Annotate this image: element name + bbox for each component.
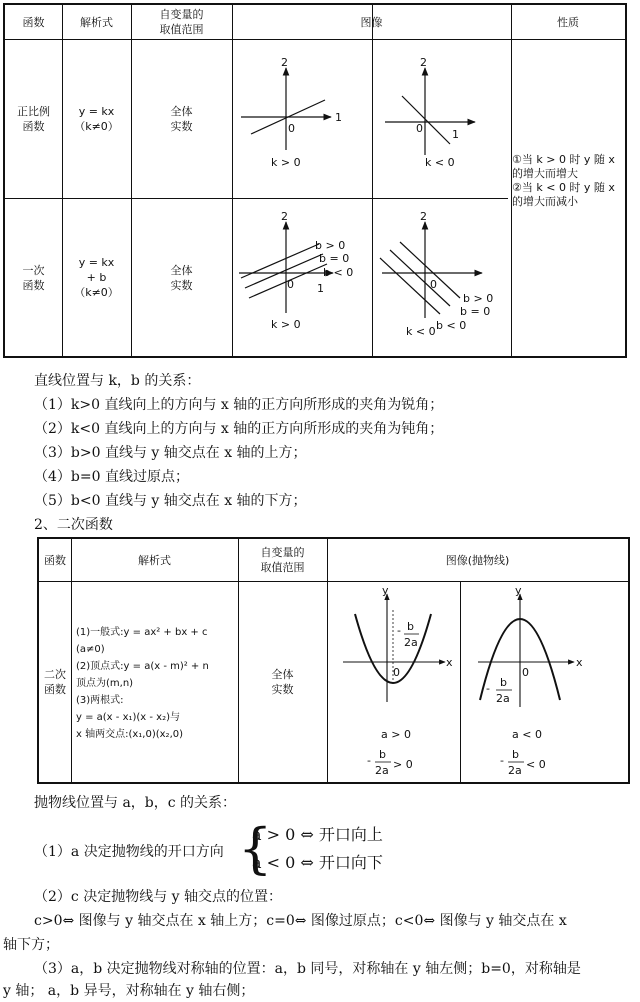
svg-text:0: 0: [416, 122, 423, 135]
svg-text:2: 2: [420, 210, 427, 223]
brace-top-line: a > 0 ⇔ 开口向上: [252, 825, 383, 844]
svg-text:2a: 2a: [375, 764, 389, 777]
proportional-graph-k-negative: [370, 40, 506, 192]
parabola-item-3-line-2: y 轴； a，b 异号，对称轴在 y 轴右侧；: [3, 983, 255, 999]
q-header-function: 函数: [44, 553, 66, 567]
formula-condition: (a≠0): [76, 644, 105, 655]
svg-text:y: y: [515, 584, 522, 597]
formula-roots-title: (3)两根式:: [76, 695, 124, 706]
parabola-item-2: （2）c 决定抛物线与 y 轴交点的位置：: [34, 889, 283, 905]
row1-domain: 全体 实数: [170, 105, 193, 133]
svg-text:0: 0: [393, 666, 400, 679]
q-function-name: 二次 函数: [44, 668, 66, 696]
svg-text:> 0: > 0: [393, 758, 413, 771]
formula-vertex: (2)顶点式:y = a(x - m)² + n: [76, 661, 209, 672]
parabola-item-3-line-1: （3）a，b 决定抛物线对称轴的位置：a，b 同号，对称轴在 y 轴左侧；b=0，对称轴是: [34, 961, 581, 977]
svg-text:b: b: [407, 620, 414, 633]
formula-intersections: x 轴两交点:(x₁,0)(x₂,0): [76, 729, 184, 740]
formula-vertex-point: 顶点为(m,n): [76, 678, 134, 689]
svg-text:0: 0: [522, 666, 529, 679]
line-relation-item-5: （5）b<0 直线与 y 轴交点在 x 轴的下方；: [34, 493, 307, 509]
q-domain: 全体 实数: [271, 668, 294, 696]
cond-k-negative: k < 0: [425, 156, 455, 169]
svg-text:x: x: [446, 656, 453, 669]
header-formula: 解析式: [80, 15, 113, 29]
svg-text:x: x: [576, 656, 583, 669]
parabola-item-2-detail-1: c>0⇔ 图像与 y 轴交点在 x 轴上方；c=0⇔ 图像过原点；c<0⇔ 图像与 y 轴交点在 x: [34, 913, 567, 929]
svg-text:2a: 2a: [496, 692, 510, 705]
svg-text:1: 1: [335, 111, 342, 124]
section-2-title: 2、二次函数: [34, 517, 113, 533]
svg-text:a < 0: a < 0: [512, 728, 542, 741]
parabola-item-2-detail-2: 轴下方；: [3, 937, 59, 953]
svg-text:0: 0: [288, 122, 295, 135]
svg-text:2a: 2a: [508, 764, 522, 777]
property-decreasing: ②当 k < 0 时 y 随 x 的增大而减小: [512, 181, 615, 208]
row1-formula: y = kx （k≠0）: [74, 105, 119, 133]
line-relation-item-1: （1）k>0 直线向上的方向与 x 轴的正方向所形成的夹角为锐角；: [34, 397, 444, 413]
proportional-graph-k-positive: [231, 40, 367, 192]
cond-k-positive: k > 0: [271, 156, 301, 169]
formula-general: (1)一般式:y = ax² + bx + c: [76, 627, 208, 638]
line-relation-title: 直线位置与 k，b 的关系：: [34, 373, 201, 389]
svg-text:-: -: [486, 682, 490, 695]
linear-graph-k-positive: [231, 198, 367, 350]
svg-text:-: -: [367, 754, 371, 767]
header-function: 函数: [22, 15, 45, 29]
svg-text:2a: 2a: [404, 636, 418, 649]
row2-formula: y = kx + b （k≠0）: [74, 256, 119, 299]
formula-roots: y = a(x - x₁)(x - x₂)与: [76, 712, 181, 723]
svg-text:a > 0: a > 0: [381, 728, 411, 741]
parabola-graph-a-positive: [327, 582, 458, 782]
q-header-domain: 自变量的 取值范围: [260, 546, 305, 574]
svg-text:b > 0: b > 0: [463, 292, 494, 305]
line-relation-item-2: （2）k<0 直线向上的方向与 x 轴的正方向所形成的夹角为钝角；: [34, 421, 444, 437]
svg-text:2: 2: [281, 210, 288, 223]
brace-bottom-line: a < 0 ⇔ 开口向下: [252, 853, 383, 872]
linear-graph-k-negative: [370, 198, 506, 350]
line-relation-item-3: （3）b>0 直线与 y 轴交点在 x 轴的上方；: [34, 445, 307, 461]
q-formulas: [76, 624, 236, 743]
parabola-graph-a-negative: [460, 582, 590, 782]
header-domain: 自变量的 取值范围: [159, 8, 204, 36]
row2-function-name: 一次 函数: [22, 263, 45, 292]
svg-text:b < 0: b < 0: [323, 266, 354, 279]
svg-text:2: 2: [420, 56, 427, 69]
svg-text:-: -: [500, 754, 504, 767]
line-relation-item-4: （4）b=0 直线过原点；: [34, 469, 189, 485]
svg-text:b = 0: b = 0: [460, 305, 491, 318]
svg-text:-: -: [397, 624, 401, 637]
svg-text:0: 0: [287, 278, 294, 291]
svg-text:y: y: [382, 584, 389, 597]
svg-text:b: b: [512, 748, 519, 761]
cond-k-negative-linear: k < 0: [406, 325, 436, 338]
header-property: 性质: [557, 15, 579, 29]
parabola-relation-title: 抛物线位置与 a，b，c 的关系：: [34, 795, 237, 811]
svg-text:b = 0: b = 0: [319, 252, 350, 265]
row1-function-name: 正比例 函数: [17, 105, 50, 133]
parabola-item-1-prefix: （1）a 决定抛物线的开口方向: [34, 844, 224, 860]
svg-text:1: 1: [452, 128, 459, 141]
svg-text:b: b: [500, 676, 507, 689]
q-header-graph: 图像(抛物线): [445, 553, 510, 567]
svg-text:b > 0: b > 0: [315, 239, 346, 252]
svg-text:1: 1: [317, 282, 324, 295]
svg-text:< 0: < 0: [526, 758, 546, 771]
svg-text:b: b: [379, 748, 386, 761]
property-increasing: ①当 k > 0 时 y 随 x 的增大而增大: [512, 153, 615, 180]
row2-domain: 全体 实数: [170, 263, 193, 292]
svg-text:0: 0: [430, 278, 437, 291]
curly-brace: {: [238, 817, 273, 880]
cond-k-positive-linear: k > 0: [271, 318, 301, 331]
q-header-formula: 解析式: [138, 553, 171, 567]
header-graph: 图像: [360, 15, 383, 29]
svg-text:2: 2: [281, 56, 288, 69]
svg-text:b < 0: b < 0: [436, 319, 467, 332]
property-text: [512, 153, 622, 209]
